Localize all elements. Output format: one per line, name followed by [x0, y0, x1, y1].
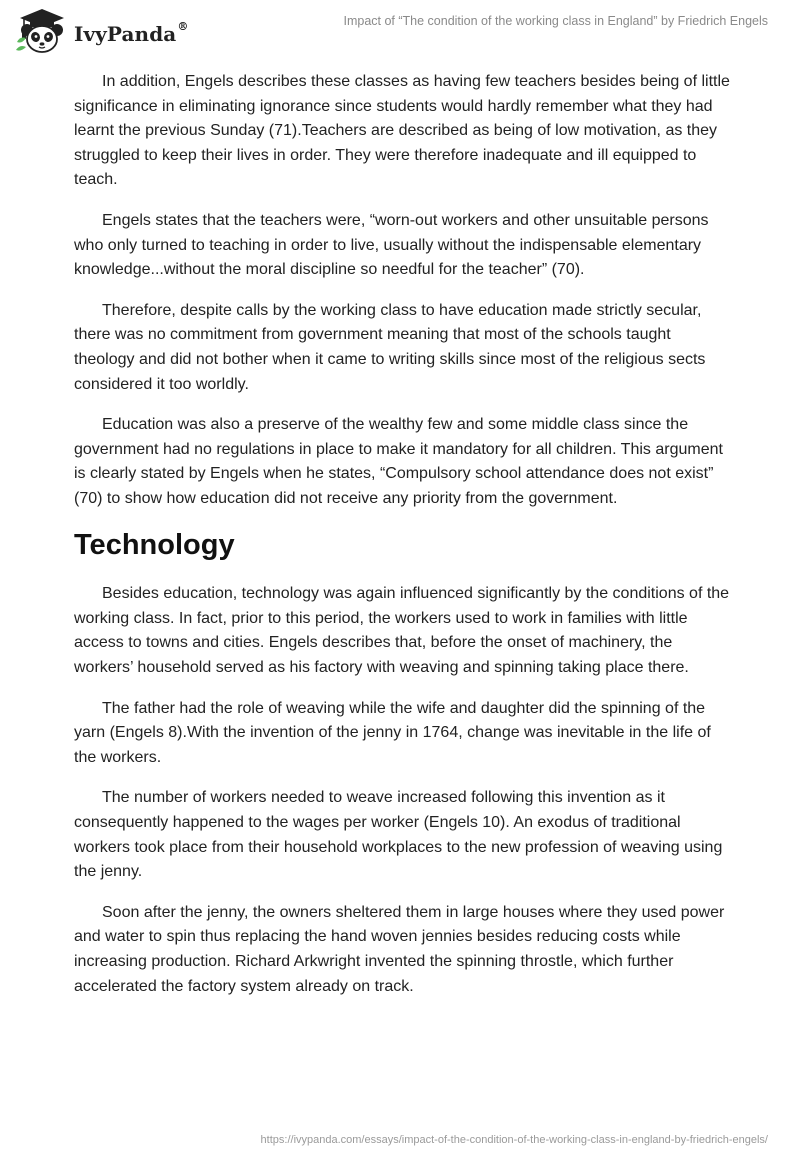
brand-name: IvyPanda®	[74, 20, 189, 46]
paragraph: Besides education, technology was again influenced significantly by the conditions of the working class. In fact, prior to this period, the workers used to work in families with little access to towns and cities. Engels describes that, before the onset of machinery, the workers’ household served as his factory with weaving and spinning taking place there.	[74, 585, 730, 677]
panda-graduation-cap-icon	[14, 8, 70, 54]
paragraph: Soon after the jenny, the owners sheltered them in large houses where they used power and water to spin thus replacing the hand woven jennies besides reducing costs while increasing production. Richard Arkwright invented the spinning throstle, which further accelerated the factory system already on track.	[74, 903, 725, 995]
paragraph: In addition, Engels describes these classes as having few teachers besides being of little significance in eliminating ignorance since students would hardly remember what they had learnt the previous Sunday (71).Teachers are described as being of low motivation, as they struggled to keep their lives in order. They were therefore inadequate and ill equipped to teach.	[74, 73, 730, 189]
source-url[interactable]: https://ivypanda.com/essays/impact-of-the-condition-of-the-working-class-in-england-by-friedrich-engels/	[260, 1134, 768, 1146]
brand-logo[interactable]	[14, 8, 188, 54]
document-title: Impact of “The condition of the working class in England” by Friedrich Engels	[343, 14, 768, 28]
section-heading: Technology	[74, 528, 235, 561]
paragraph: The father had the role of weaving while the wife and daughter did the spinning of the yarn (Engels 8).With the invention of the jenny in 1764, change was inevitable in the life of the workers.	[74, 699, 711, 766]
paragraph: Education was also a preserve of the wealthy few and some middle class since the government had no regulations in place to make it mandatory for all children. This argument is clearly stated by Engels when he states, “Compulsory school attendance does not exist” (70) to show how education did not receive any priority from the government.	[74, 416, 723, 507]
page-header	[0, 0, 800, 70]
paragraph: Therefore, despite calls by the working class to have education made strictly secular, there was no commitment from government meaning that most of the schools taught theology and did not bother when it came to writing skills since most of the religious sects considered it too worldly.	[74, 301, 706, 393]
paragraph: The number of workers needed to weave increased following this invention as it consequently happened to the wages per worker (Engels 10). An exodus of traditional workers took place from their household workplaces to the new profession of weaving using the jenny.	[74, 789, 723, 881]
essay-content	[74, 70, 734, 1015]
paragraph: Engels states that the teachers were, “worn-out workers and other unsuitable persons who only turned to teaching in order to live, usually without the indispensable elementary knowledge...without the moral discipline so needful for the teacher” (70).	[74, 211, 709, 279]
